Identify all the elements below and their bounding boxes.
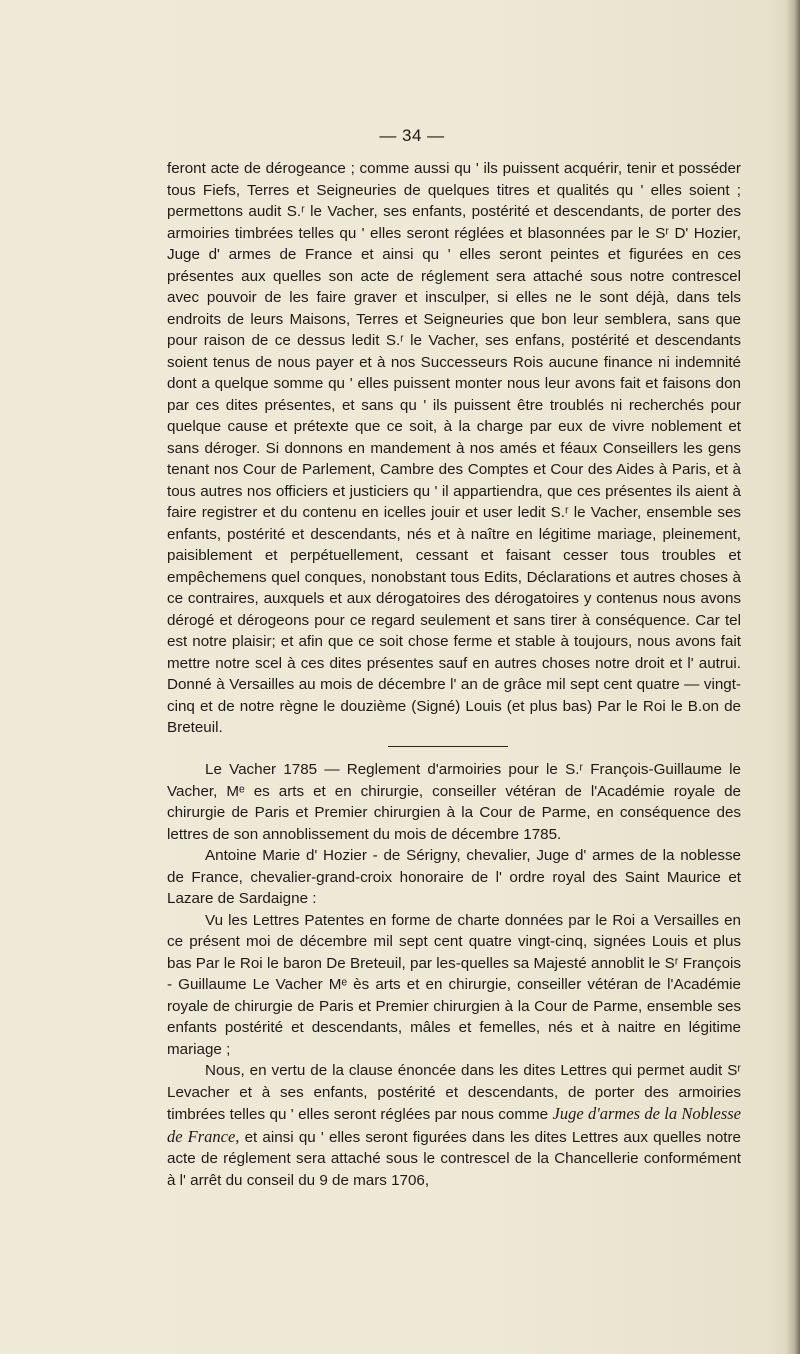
body-text-continuation bbox=[167, 158, 741, 739]
page-number: — 34 — bbox=[379, 126, 445, 145]
paragraph: Vu les Lettres Patentes en forme de charte données par le Roi a Versailles en ce présent moi de décembre mil sept cent quatre vingt-cinq, signées Louis et plus bas Par le Roi le baron De Breteuil, par les-quelles sa Majesté annoblit le Sʳ François - Guillaume Le Vacher Mᵉ ès arts et en chirurgie, conseiller vétéran de l'Académie royale de chirurgie de Paris et Premier chirurgien à la Cour de Parme, ensemble ses enfants postérité et descendants, mâles et femelles, nés et à naitre en légitime mariage ; bbox=[167, 911, 741, 1058]
paragraph: Antoine Marie d' Hozier - de Sérigny, chevalier, Juge d' armes de la noblesse de France, chevalier-grand-croix honoraire de l' ordre royal des Saint Maurice et Lazare de Sardaigne : bbox=[167, 847, 741, 907]
paragraph-text: et ainsi qu ' elles seront figurées dans les dites Lettres aux quelles notre acte de réglement sera attaché sous le contrescel de la Chancellerie conformément à l' arrêt du conseil du 9 de mars 1706, bbox=[167, 1128, 741, 1189]
italic-title: Juge d'armes de la Noblesse de France, bbox=[167, 1104, 741, 1146]
paragraph: feront acte de dérogeance ; comme aussi qu ' ils puissent acquérir, tenir et posséder tous Fiefs, Terres et Seigneuries de quelques titres et qualités qu ' elles soient ; permettons audit S.ʳ le Vacher, ses enfants, postérité et descendants, de porter des armoiries timbrées telles qu ' elles seront réglées et blasonnées par le Sʳ D' Hozier, Juge d' armes de France et ainsi qu ' elles seront peintes et figurées en ces présentes aux quelles son acte de réglement sera attaché sous notre contrescel avec pouvoir de les faire graver et insculper, si elles ne le sont déjà, dans tels endroits de leurs Maisons, Terres et Seigneuries que bon leur semblera, sans que pour raison de ce dessus ledit S.ʳ le Vacher, ses enfans, postérité et descendants soient tenus de nous payer et à nos Successeurs Rois aucune finance ni indemnité dont a quelque somme qu ' elles puissent monter nous leur avons fait et faisons don par ces dites présentes, et sans qu ' ils puissent être troublés ni recherchés pour quelque cause et prétexte que ce soit, à la charge par eux de vivre noblement et sans déroger. Si donnons en mandement à nos amés et féaux Conseillers les gens tenant nos Cour de Parlement, Cambre des Comptes et Cour des Aides à Paris, et à tous autres nos officiers et justiciers qu ' il appartiendra, que ces présentes ils aient à faire registrer et du contenu en icelles jouir et user ledit S.ʳ le Vacher, ensemble ses enfants, postérité et descendants, nés et à naître en légitime mariage, pleinement, paisiblement et perpétuellement, cessant et faisant cesser tous troubles et empêchemens quel conques, nonobstant tous Edits, Déclarations et autres choses à ce contraires, auxquels et aux dérogatoires des dérogatoires y contenus nous avons dérogé et dérogeons pour ce regard seulement et sans tirer à conséquence. Car tel est notre plaisir; et afin que ce soit chose ferme et stable à toujours, nous avons fait mettre notre scel à ces dites présentes sauf en autres choses notre droit et l' autrui. Donné à Versailles au mois de décembre l' an de grâce mil sept cent quatre — vingt-cinq et de notre règne le douzième (Signé) Louis (et plus bas) Par le Roi le B.on de Breteuil. bbox=[167, 160, 741, 736]
paragraph-text: Nous, en vertu de la clause énoncée dans les dites Lettres qui permet audit Sʳ Levacher et à ses enfants, postérité et descendants, de porter des armoiries timbrées telles qu ' elles seront réglées par nous comme bbox=[167, 1062, 741, 1123]
page-edge-shadow bbox=[786, 0, 800, 1354]
paragraph bbox=[167, 1060, 741, 1191]
section-divider bbox=[388, 746, 508, 747]
reglement-section bbox=[167, 759, 741, 1191]
paragraph-heading-entry: Le Vacher 1785 — Reglement d'armoiries pour le S.ʳ François-Guillaume le Vacher, Mᵉ es arts et en chirurgie, conseiller vétéran de l'Académie royale de chirurgie de Paris et Premier chirurgien à la Cour de Parme, en conséquence des lettres de son annoblissement du mois de décembre 1785. bbox=[167, 761, 741, 843]
